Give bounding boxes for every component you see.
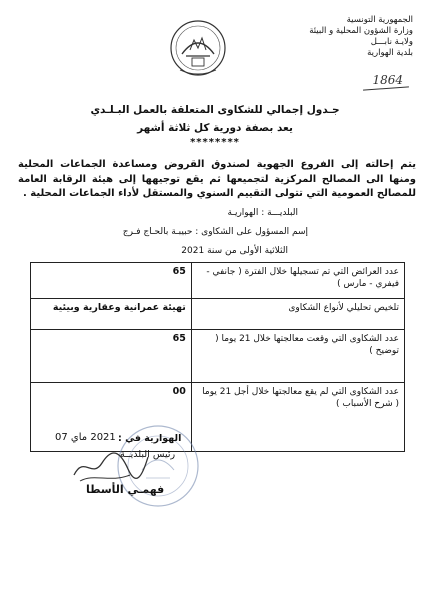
table-row <box>31 299 405 330</box>
signature-date: 2021 ماي 07 <box>55 432 116 443</box>
row-label: تلخيص تحليلي لأنواع الشكاوى <box>191 299 404 330</box>
quarter-line: الثلاثية الأولى من سنة 2021 <box>181 246 288 256</box>
row-label: عدد العرائض التي تم تسجيلها خلال الفترة ( جانفي - فيفري - مارس ) <box>191 263 404 299</box>
row-value: 00 <box>31 383 192 452</box>
municipality-emblem-icon <box>168 18 228 80</box>
reference-number: 1864 <box>372 73 403 87</box>
signature-place: الهوارية في : <box>118 433 182 444</box>
row-value: تهيئة عمرانية وعقارية وبيئية <box>31 299 192 330</box>
header-ministry: وزارة الشؤون المحلية و البيئة <box>309 26 413 36</box>
row-value: 65 <box>31 330 192 383</box>
officer-line: إسم المسؤول على الشكاوى : حبيبـة بالحـاج فـرج <box>122 227 308 237</box>
reference-underline <box>363 86 409 90</box>
signature-name: فهمـي الأسطا <box>86 483 165 496</box>
row-label: عدد الشكاوى التي وقعت معالجتها خلال 21 يوما ( توضيح ) <box>191 330 404 383</box>
document-subtitle: يعد بصفة دورية كل ثلاثة أشهر <box>137 122 293 134</box>
signature-title: رئيس البلديــة <box>120 449 176 460</box>
complaints-table <box>30 262 405 452</box>
row-label: عدد الشكاوى التي لم يقع معالجتها خلال أجل 21 يوما ( شرح الأسباب ) <box>191 383 404 452</box>
title-separator: ******** <box>190 137 240 148</box>
row-value: 65 <box>31 263 192 299</box>
header-municipality: بلدية الهوارية <box>367 48 413 58</box>
municipality-line: البلديـــة : الهواريـة <box>227 208 298 218</box>
header-country: الجمهورية التونسية <box>346 15 413 25</box>
header-governorate: ولايـة نابـــل <box>370 37 413 47</box>
table-row <box>31 330 405 383</box>
document-title: جـدول إجمالي للشكاوى المتعلقة بالعمل البـلـدي <box>90 104 340 116</box>
table-row <box>31 263 405 299</box>
intro-paragraph: يتم إحالته إلى الفروع الجهوية لصندوق القروض ومساعدة الجماعات المحلية ومنها الى المصالح المركزية لتجميعها ثم يقع توجيهها إلى هيئة الرقابة العامة للمصالح العمومية التي تتولى التقييم السنوي والمستقل لأداء الجماعات المحلية . <box>18 159 416 199</box>
